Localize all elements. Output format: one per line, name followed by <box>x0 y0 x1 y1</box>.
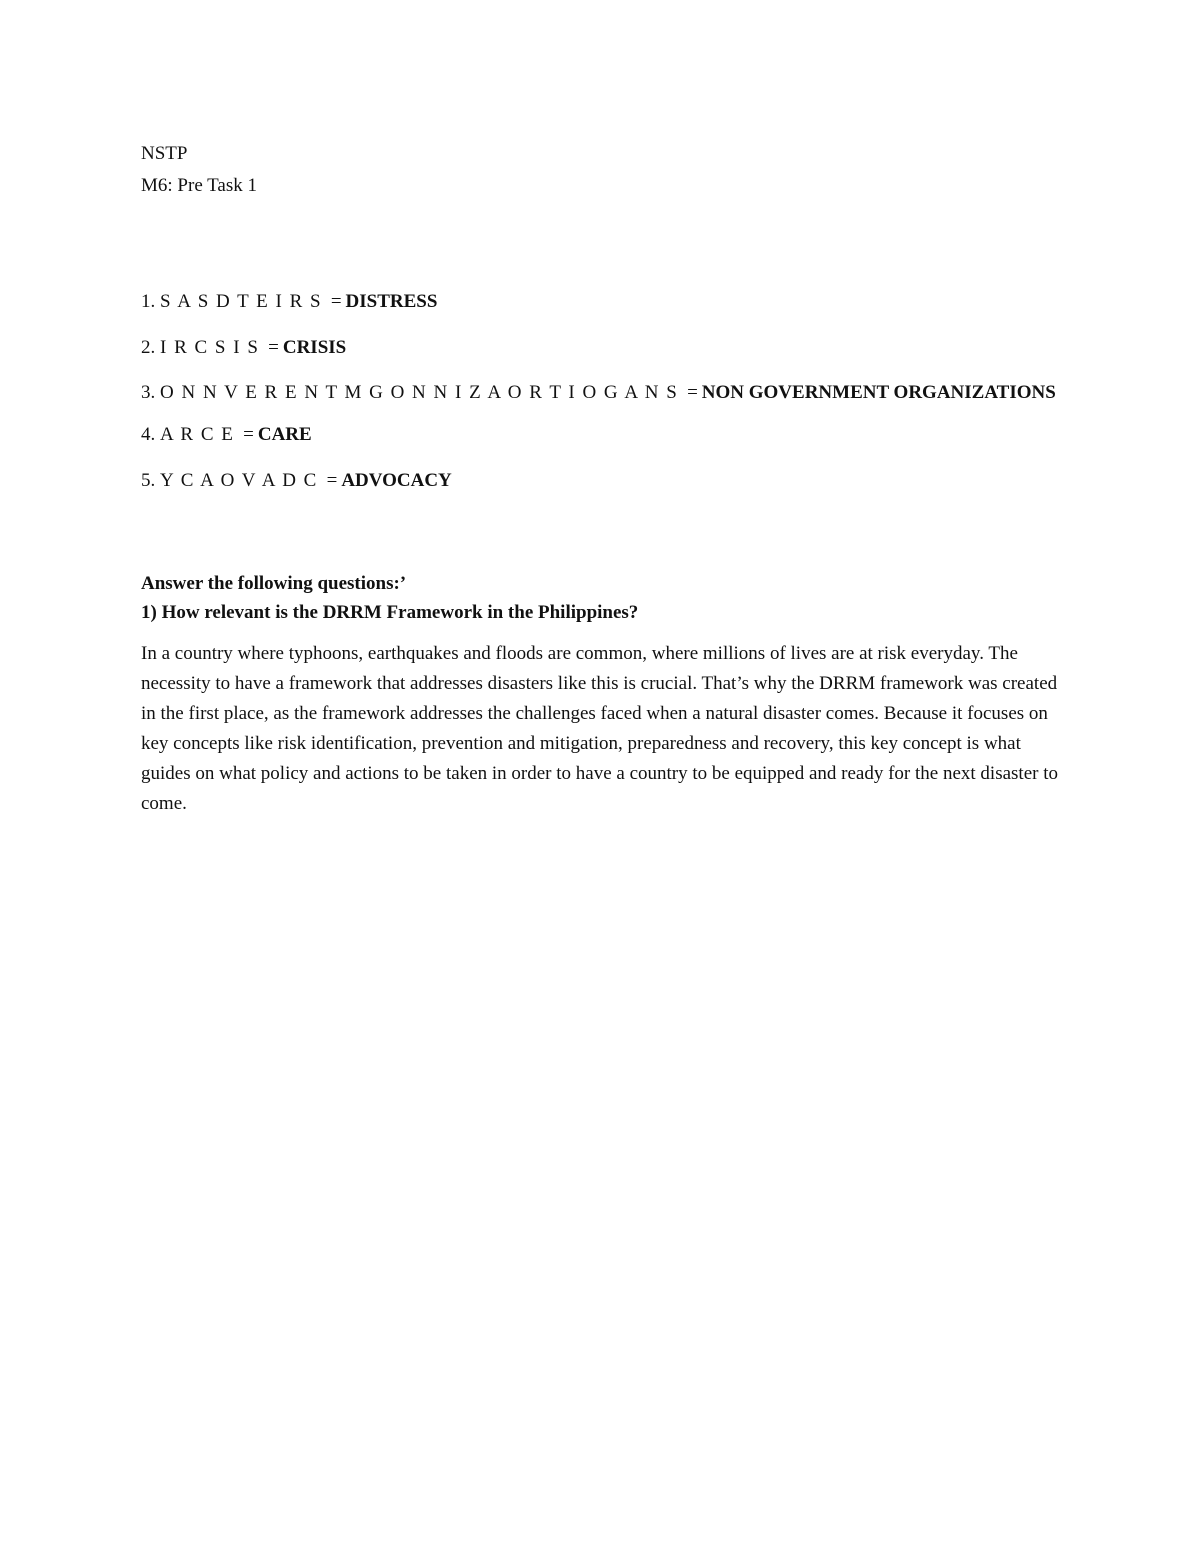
questions-instruction: Answer the following questions:’ <box>141 573 407 594</box>
answer-word: NON GOVERNMENT ORGANIZATIONS <box>701 382 1056 403</box>
equals-sign: = <box>243 424 254 445</box>
scrambled-letters: A R C E <box>160 424 235 445</box>
item-number: 4. <box>141 424 156 445</box>
questions-section <box>141 569 1061 819</box>
course-title: NSTP <box>141 143 188 164</box>
scrambled-letters: O N N V E R E N T M G O N N I Z A O R T I O G A N S <box>160 382 679 403</box>
task-title: M6: Pre Task 1 <box>141 175 258 196</box>
list-item <box>141 465 1061 497</box>
answer-word: DISTRESS <box>345 291 438 312</box>
item-number: 3. <box>141 382 156 403</box>
equals-sign: = <box>268 337 279 358</box>
scrambled-letters: I R C S I S <box>160 337 260 358</box>
answer-word: ADVOCACY <box>341 470 452 491</box>
answer-word: CRISIS <box>282 337 347 358</box>
list-item <box>141 332 1061 364</box>
scrambled-letters: S A S D T E I R S <box>160 291 323 312</box>
spacer <box>141 511 1061 569</box>
answer-word: CARE <box>257 424 312 445</box>
list-item <box>141 419 1061 451</box>
scrambled-letters: Y C A O V A D C <box>160 470 318 491</box>
list-item <box>141 378 1061 407</box>
question-1: 1) How relevant is the DRRM Framework in the Philippines? <box>141 602 639 623</box>
answer-1-paragraph: In a country where typhoons, earthquakes and floods are common, where millions of lives are at risk everyday. The necessity to have a framework that addresses disasters like this is crucial. That’s why the DRRM framework was created in the first place, as the framework addresses the challenges faced when a natural disaster comes. Because it focuses on key concepts like risk identification, prevention and mitigation, preparedness and recovery, this key concept is what guides on what policy and actions to be taken in order to have a country to be equipped and ready for the next disaster to come. <box>141 643 1059 814</box>
word-scramble-list <box>141 286 1061 497</box>
list-item <box>141 286 1061 318</box>
document-content <box>141 138 1061 819</box>
spacer <box>141 202 1061 286</box>
item-number: 2. <box>141 337 156 358</box>
equals-sign: = <box>330 291 342 312</box>
equals-sign: = <box>687 382 698 403</box>
equals-sign: = <box>326 470 338 491</box>
item-number: 5. <box>141 470 156 491</box>
item-number: 1. <box>141 291 156 312</box>
